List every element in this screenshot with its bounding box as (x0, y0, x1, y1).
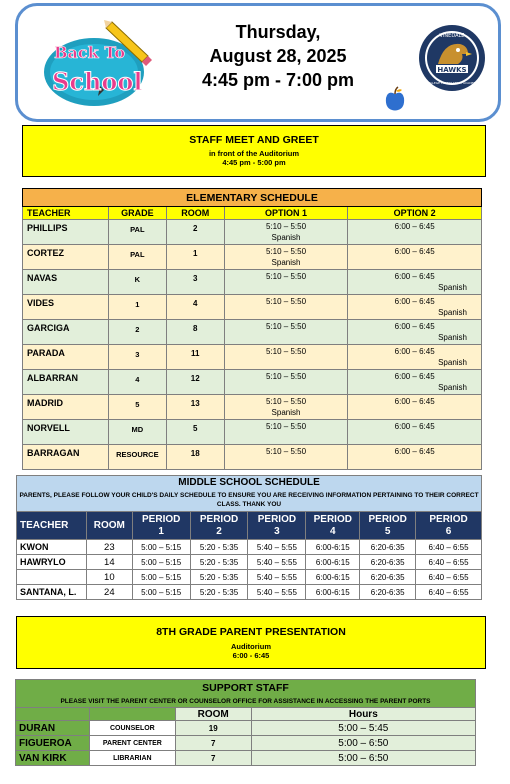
option-2-note: Spanish (438, 308, 467, 317)
table-row (23, 345, 482, 370)
option-2-cell (348, 245, 482, 270)
col-grade: GRADE (108, 207, 166, 220)
period-1-cell: 5:00 – 5:15 (132, 555, 190, 570)
room-cell: 23 (86, 540, 132, 555)
svg-text:School: School (52, 67, 143, 96)
meet-greet-location: in front of the Auditorium (208, 149, 300, 158)
col-ms-6 (360, 512, 416, 540)
option-1-time: 5:10 – 5:50 (265, 422, 307, 431)
period-2-cell: 5:20 - 5:35 (190, 570, 248, 585)
option-2-cell (348, 395, 482, 420)
option-1-cell (224, 395, 348, 420)
elementary-header-row (23, 207, 482, 220)
period-1-cell: 5:00 – 5:15 (132, 540, 190, 555)
teacher-name: VIDES (23, 295, 109, 320)
option-1-cell (224, 295, 348, 320)
period-4-cell: 6:00-6:15 (306, 570, 360, 585)
option-1-note: Spanish (271, 408, 301, 417)
header-line-2: 5 (384, 525, 391, 537)
option-1-time: 5:10 – 5:50 (265, 247, 307, 256)
option-2-cell (348, 270, 482, 295)
option-1-note: Spanish (271, 233, 301, 242)
hawks-school-logo (418, 24, 486, 92)
period-3-cell: 5:40 – 5:55 (248, 585, 306, 600)
period-6-cell: 6:40 – 6:55 (416, 540, 482, 555)
teacher-name: PHILLIPS (23, 220, 109, 245)
grade-cell: 5 (108, 395, 166, 420)
meet-greet-title: STAFF MEET AND GREET (189, 134, 319, 146)
svg-text:COLLEGE PREPARATORY ACADEMY: COLLEGE PREPARATORY ACADEMY (426, 81, 478, 85)
teacher-name: NAVAS (23, 270, 109, 295)
eighth-grade-presentation-box (16, 616, 486, 669)
option-1-cell (224, 420, 348, 445)
period-4-cell: 6:00-6:15 (306, 555, 360, 570)
teacher-name: PARADA (23, 345, 109, 370)
header-line-1: PERIOD (313, 513, 352, 525)
staff-room: 7 (175, 751, 251, 766)
eighth-grade-location: Auditorium (231, 642, 271, 651)
period-2-cell: 5:20 - 5:35 (190, 555, 248, 570)
teacher-name: ALBARRAN (23, 370, 109, 395)
table-row (23, 270, 482, 295)
header-line-1: ROOM (93, 519, 125, 531)
table-row (16, 721, 476, 736)
room-cell: 2 (166, 220, 224, 245)
teacher-name: SANTANA, L. (17, 585, 87, 600)
staff-hours: 5:00 – 6:50 (251, 751, 475, 766)
period-4-cell: 6:00-6:15 (306, 540, 360, 555)
option-2-cell (348, 370, 482, 395)
col-ms-7 (416, 512, 482, 540)
header-line-2: 1 (158, 525, 164, 537)
room-cell: 12 (166, 370, 224, 395)
staff-name: DURAN (16, 721, 90, 736)
teacher-name: MADRID (23, 395, 109, 420)
teacher-name: NORVELL (23, 420, 109, 445)
teacher-name: HAWRYLO (17, 555, 87, 570)
option-2-cell (348, 220, 482, 245)
col-support-room: ROOM (175, 708, 251, 721)
option-1-time: 5:10 – 5:50 (265, 322, 307, 331)
table-row (23, 370, 482, 395)
room-cell: 14 (86, 555, 132, 570)
table-row (17, 540, 482, 555)
table-row (23, 420, 482, 445)
room-cell: 5 (166, 420, 224, 445)
option-2-time: 6:00 – 6:45 (394, 422, 435, 431)
grade-cell: PAL (108, 245, 166, 270)
eighth-grade-time: 6:00 - 6:45 (232, 651, 270, 660)
option-2-note: Spanish (438, 333, 467, 342)
room-cell: 13 (166, 395, 224, 420)
room-cell: 4 (166, 295, 224, 320)
option-2-time: 6:00 – 6:45 (394, 247, 435, 256)
period-5-cell: 6:20-6:35 (360, 555, 416, 570)
option-2-time: 6:00 – 6:45 (394, 272, 435, 281)
staff-room: 7 (175, 736, 251, 751)
period-3-cell: 5:40 – 5:55 (248, 570, 306, 585)
option-2-cell (348, 445, 482, 470)
table-row (17, 555, 482, 570)
period-6-cell: 6:40 – 6:55 (416, 555, 482, 570)
header-line-1: PERIOD (199, 513, 239, 525)
period-2-cell: 5:20 - 5:35 (190, 585, 248, 600)
support-staff-note: PLEASE VISIT THE PARENT CENTER OR COUNSELOR OFFICE FOR ASSISTANCE IN ACCESSING THE PARENT PORTS (16, 696, 476, 708)
option-1-cell (224, 220, 348, 245)
option-2-note: Spanish (438, 283, 467, 292)
option-1-cell (224, 370, 348, 395)
col-ms-4 (248, 512, 306, 540)
staff-name: VAN KIRK (16, 751, 90, 766)
teacher-name: KWON (17, 540, 87, 555)
event-time: 4:45 pm - 7:00 pm (201, 70, 355, 90)
grade-cell: 1 (108, 295, 166, 320)
option-1-time: 5:10 – 5:50 (265, 222, 307, 231)
teacher-name: BARRAGAN (23, 445, 109, 470)
header-line-1: PERIOD (368, 513, 407, 525)
event-header (15, 3, 501, 122)
option-1-time: 5:10 – 5:50 (265, 397, 307, 406)
option-2-note: Spanish (438, 383, 467, 392)
room-cell: 18 (166, 445, 224, 470)
col-ms-3 (190, 512, 248, 540)
header-line-1: PERIOD (429, 513, 468, 525)
col-ms-2 (132, 512, 190, 540)
back-to-school-logo (38, 16, 156, 112)
header-line-1: TEACHER (20, 519, 69, 531)
grade-cell: PAL (108, 220, 166, 245)
option-2-cell (348, 295, 482, 320)
header-line-2: 3 (274, 525, 280, 537)
staff-hours: 5:00 – 6:50 (251, 736, 475, 751)
option-1-time: 5:10 – 5:50 (265, 297, 307, 306)
teacher-name: GARCIGA (23, 320, 109, 345)
svg-text:VINEDALE: VINEDALE (439, 33, 465, 39)
table-row (16, 751, 476, 766)
period-6-cell: 6:40 – 6:55 (416, 570, 482, 585)
room-cell: 8 (166, 320, 224, 345)
option-1-cell (224, 345, 348, 370)
grade-cell: RESOURCE (108, 445, 166, 470)
staff-role: COUNSELOR (89, 721, 175, 736)
event-day: Thursday, (235, 22, 321, 42)
room-cell: 10 (86, 570, 132, 585)
grade-cell: 4 (108, 370, 166, 395)
period-2-cell: 5:20 - 5:35 (190, 540, 248, 555)
period-3-cell: 5:40 – 5:55 (248, 540, 306, 555)
table-row (17, 585, 482, 600)
option-1-cell (224, 270, 348, 295)
table-row (23, 245, 482, 270)
svg-text:HAWKS: HAWKS (437, 66, 467, 74)
option-1-note: Spanish (271, 258, 301, 267)
event-date: August 28, 2025 (209, 46, 347, 66)
header-line-1: PERIOD (142, 513, 181, 525)
staff-meet-greet-box (22, 125, 486, 177)
support-staff-table (15, 679, 476, 766)
option-1-time: 5:10 – 5:50 (265, 372, 307, 381)
header-line-1: PERIOD (257, 513, 297, 525)
option-2-cell (348, 420, 482, 445)
middle-school-header-row (17, 512, 482, 540)
middle-school-note: PARENTS, PLEASE FOLLOW YOUR CHILD'S DAILY SCHEDULE TO ENSURE YOU ARE RECEIVING INFORMATION PERTAINING TO THEIR CORRECT CLASS. THANK YOU (17, 490, 482, 512)
eighth-grade-title: 8TH GRADE PARENT PRESENTATION (156, 626, 346, 638)
room-cell: 24 (86, 585, 132, 600)
meet-greet-time: 4:45 pm - 5:00 pm (222, 158, 286, 167)
staff-hours: 5:00 – 5:45 (251, 721, 475, 736)
room-cell: 3 (166, 270, 224, 295)
option-2-time: 6:00 – 6:45 (394, 297, 435, 306)
option-1-time: 5:10 – 5:50 (265, 347, 307, 356)
elementary-schedule-table (22, 188, 482, 470)
teacher-name (17, 570, 87, 585)
event-date-time (168, 20, 388, 92)
header-line-2: 2 (216, 525, 222, 537)
option-1-time: 5:10 – 5:50 (265, 272, 307, 281)
option-2-cell (348, 320, 482, 345)
option-2-note: Spanish (438, 358, 467, 367)
table-row (16, 736, 476, 751)
col-room: ROOM (166, 207, 224, 220)
period-1-cell: 5:00 – 5:15 (132, 570, 190, 585)
table-row (23, 295, 482, 320)
grade-cell: K (108, 270, 166, 295)
table-row (23, 445, 482, 470)
grade-cell: 2 (108, 320, 166, 345)
table-row (23, 395, 482, 420)
option-1-time: 5:10 – 5:50 (265, 447, 307, 456)
option-1-cell (224, 445, 348, 470)
support-header-row (16, 708, 476, 721)
grade-cell: 3 (108, 345, 166, 370)
header-line-2: 6 (445, 525, 452, 537)
apple-icon (384, 86, 406, 112)
col-ms-0 (17, 512, 87, 540)
header-line-2: 4 (330, 525, 336, 537)
period-5-cell: 6:20-6:35 (360, 570, 416, 585)
option-2-time: 6:00 – 6:45 (394, 447, 435, 456)
table-row (17, 570, 482, 585)
option-2-time: 6:00 – 6:45 (394, 347, 435, 356)
staff-room: 19 (175, 721, 251, 736)
period-5-cell: 6:20-6:35 (360, 585, 416, 600)
col-ms-1 (86, 512, 132, 540)
room-cell: 1 (166, 245, 224, 270)
option-2-time: 6:00 – 6:45 (394, 222, 435, 231)
option-1-cell (224, 245, 348, 270)
col-teacher: TEACHER (23, 207, 109, 220)
room-cell: 11 (166, 345, 224, 370)
option-2-cell (348, 345, 482, 370)
col-ms-5 (306, 512, 360, 540)
col-option-1: OPTION 1 (224, 207, 348, 220)
option-2-time: 6:00 – 6:45 (394, 372, 435, 381)
col-option-2: OPTION 2 (348, 207, 482, 220)
option-2-time: 6:00 – 6:45 (394, 397, 435, 406)
staff-role: LIBRARIAN (89, 751, 175, 766)
middle-school-schedule-table (16, 475, 482, 600)
grade-cell: MD (108, 420, 166, 445)
col-hours: Hours (251, 708, 475, 721)
support-staff-title: SUPPORT STAFF (16, 680, 476, 696)
option-1-cell (224, 320, 348, 345)
period-4-cell: 6:00-6:15 (306, 585, 360, 600)
col-name (16, 708, 90, 721)
middle-school-schedule-title: MIDDLE SCHOOL SCHEDULE (17, 476, 482, 490)
period-5-cell: 6:20-6:35 (360, 540, 416, 555)
table-row (23, 320, 482, 345)
period-1-cell: 5:00 – 5:15 (132, 585, 190, 600)
period-3-cell: 5:40 – 5:55 (248, 555, 306, 570)
elementary-schedule-title: ELEMENTARY SCHEDULE (23, 189, 482, 207)
staff-role: PARENT CENTER (89, 736, 175, 751)
svg-text:Back To: Back To (54, 43, 126, 62)
staff-name: FIGUEROA (16, 736, 90, 751)
table-row (23, 220, 482, 245)
period-6-cell: 6:40 – 6:55 (416, 585, 482, 600)
col-role (89, 708, 175, 721)
teacher-name: CORTEZ (23, 245, 109, 270)
option-2-time: 6:00 – 6:45 (394, 322, 435, 331)
